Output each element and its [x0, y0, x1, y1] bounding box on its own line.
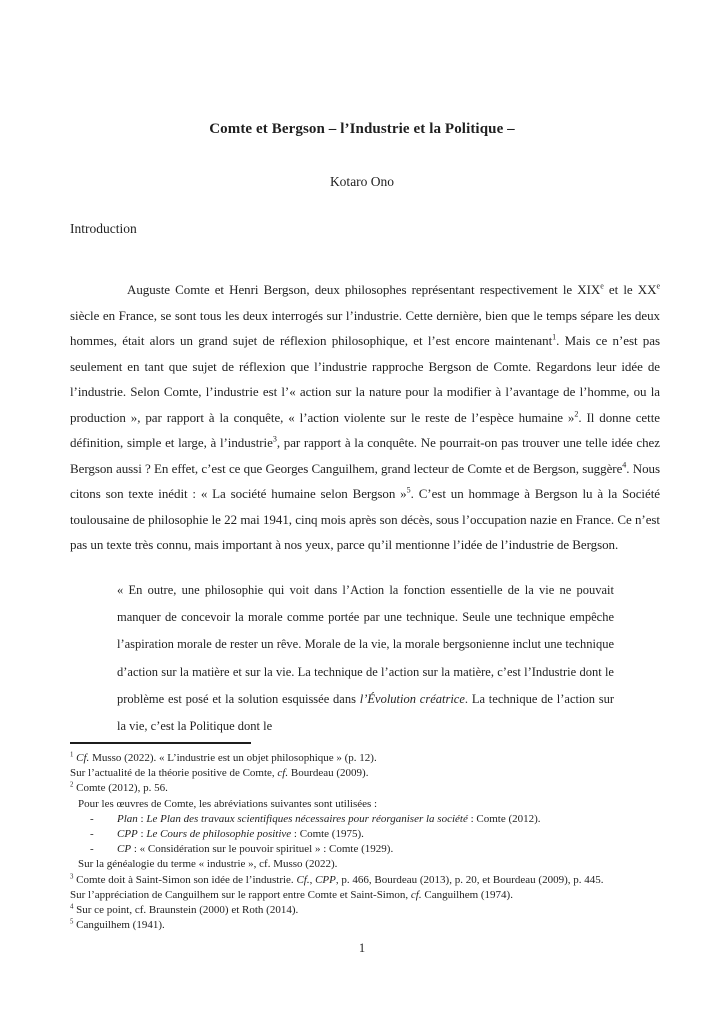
- footnote-line: Sur l’appréciation de Canguilhem sur le rapport entre Comte et Saint-Simon, cf. Canguilhem (1974).: [70, 888, 513, 901]
- footnote-line: Sur l’actualité de la théorie positive de Comte, cf. Bourdeau (2009).: [70, 767, 369, 780]
- footnote-line: - CPP : Le Cours de philosophie positive : Comte (1975).: [90, 828, 364, 841]
- footnotes: [70, 751, 658, 933]
- block-quote: « En outre, une philosophie qui voit dans l’Action la fonction essentielle de la vie ne pouvait manquer de concevoir la morale comme portée par une technique. Seule une technique empêche l’aspiration morale de rester un rêve. Morale de la vie, la morale bergsonienne inclut une technique d’action sur la matière et sur la vie. La technique de l’action sur la matière, c’est l’Industrie dont le problème est posé et la solution esquissée dans l’Évolution créatrice. La technique de l’action sur la vie, c’est la Politique dont le: [117, 583, 615, 734]
- footnote-line: Pour les œuvres de Comte, les abréviations suivantes sont utilisées :: [78, 797, 378, 810]
- footnote-line: $^1$ Cf. Musso (2022). « L’industrie est un objet philosophique » (p. 12).: [70, 751, 377, 764]
- footnote-line: - Plan : Le Plan des travaux scientifiques nécessaires pour réorganiser la société : Comte (2012).: [90, 812, 541, 825]
- author-name: Kotaro Ono: [329, 174, 395, 189]
- page-title: Comte et Bergson – l’Industrie et la Politique –: [209, 121, 515, 137]
- footnote-line: $^4$ Sur ce point, cf. Braunstein (2000) et Roth (2014).: [70, 903, 299, 917]
- page-number: 1: [358, 941, 366, 955]
- section-heading-introduction: Introduction: [70, 221, 137, 236]
- footnote-line: - CP : « Considération sur le pouvoir spirituel » : Comte (1929).: [90, 843, 394, 856]
- footnote-separator: [70, 742, 251, 744]
- intro-paragraph: Auguste Comte et Henri Bergson, deux philosophes représentant respectivement le XIXe et le XXe siècle en France, se sont tous les deux interrogés sur l’industrie. Cette dernière, bien que le temps sépare les deux hommes, était alors un grand sujet de réflexion philosophique, et l’est encore maintenant$^1$. Mais ce n’est pas seulement en tant que sujet de réflexion que l’industrie rapproche Bergson de Comte. Regardons leur idée de l’industrie. Selon Comte, l’industrie est l’« action sur la nature pour la modifier à l’avantage de l’homme, ou la production », par rapport à la conquête, « l’action violente sur le reste de l’espèce humaine »$^2$. Il donne cette définition, simple et large, à l’industrie$^3$, par rapport à la conquête. Ne pourrait-on pas trouver une telle idée chez Bergson aussi ? En effet, c’est ce que Georges Canguilhem, grand lecteur de Comte et de Bergson, suggère$^4$. Nous citons son texte inédit : « La société humaine selon Bergson »$^5$. C’est un hommage à Bergson lu à la Société toulousaine de philosophie le 22 mai 1941, cinq mois après son décès, sous l’occupation nazie en France. Ce n’est pas un texte très connu, mais important à nos yeux, parce qu’il mentionne l’idée de l’industrie de Bergson.: [70, 281, 661, 552]
- footnote-line: Sur la généalogie du terme « industrie », cf. Musso (2022).: [78, 858, 338, 871]
- footnote-line: $^2$ Comte (2012), p. 56.: [70, 781, 168, 795]
- footnote-line: $^3$ Comte doit à Saint-Simon son idée de l’industrie. Cf., CPP, p. 466, Bourdeau (2013), p. 20, et Bourdeau (2009), p. 445.: [70, 872, 604, 886]
- footnote-line: $^5$ Canguilhem (1941).: [70, 918, 165, 932]
